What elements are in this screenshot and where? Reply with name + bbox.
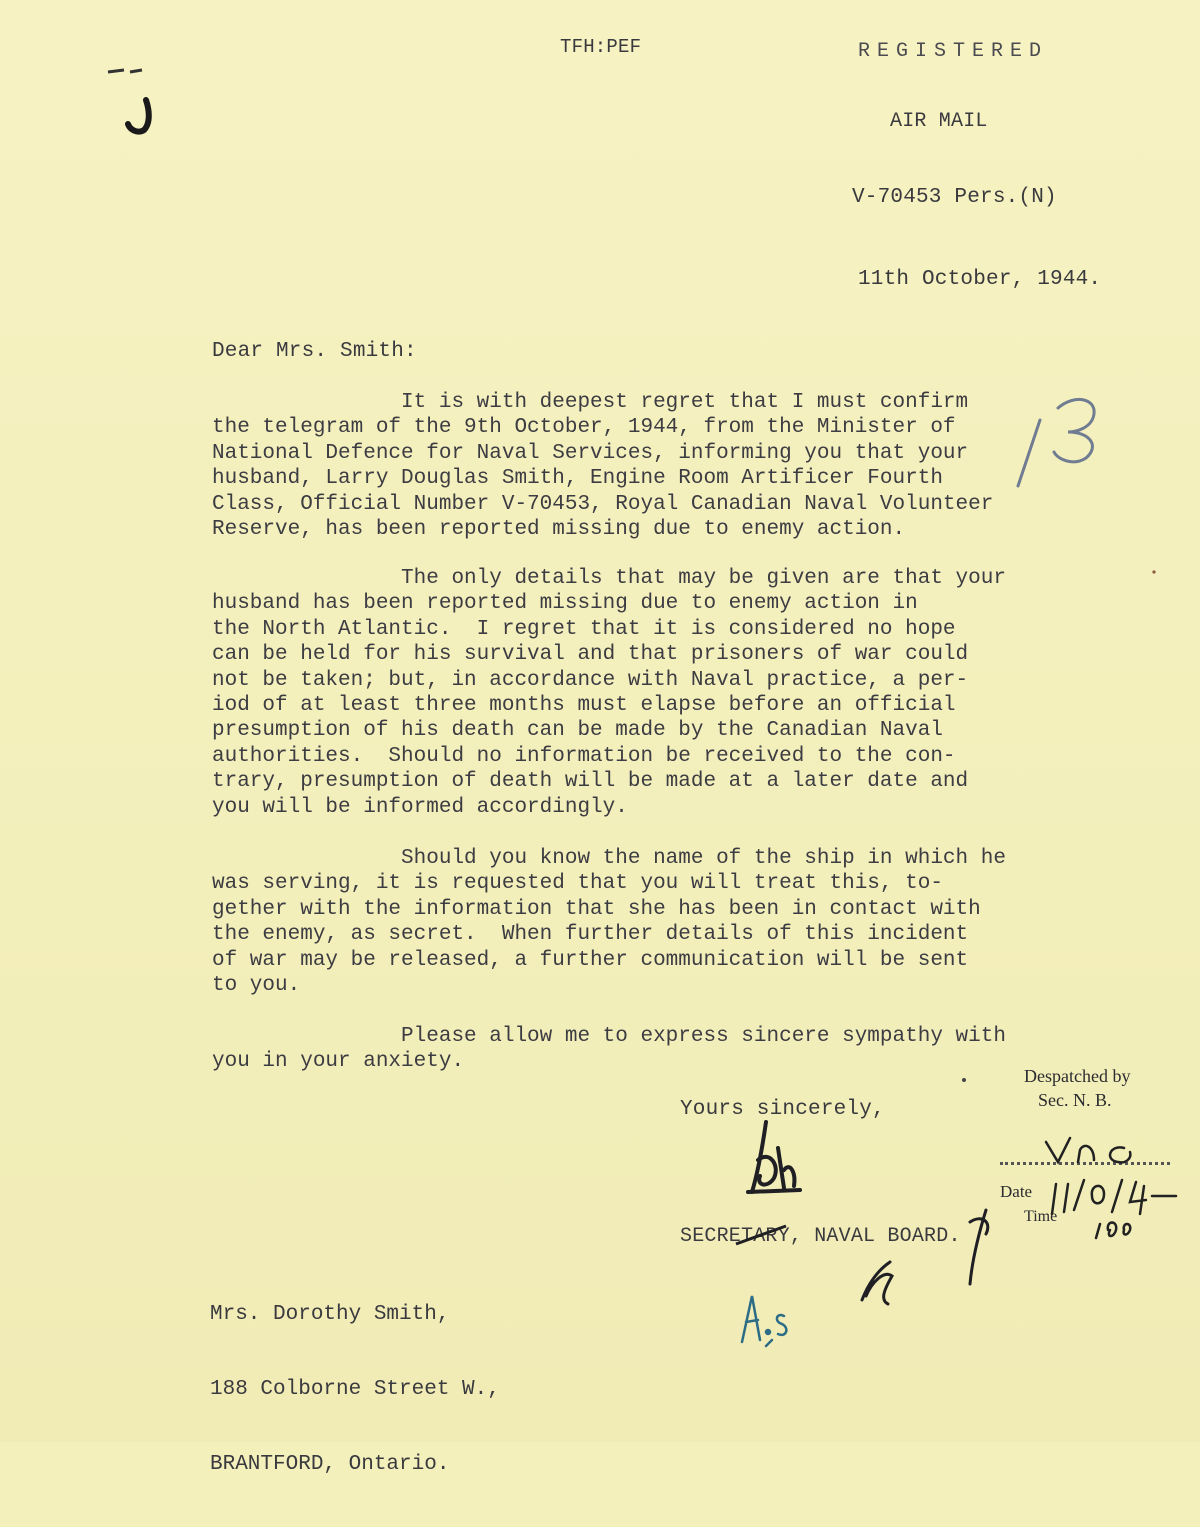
paragraph-2: The only details that may be given are that your husband has been reported missing due to enemy action in the North Atlantic. I regret that it is considered no hope can be held for his survival and that prisoners of war could not be taken; but, in accordance with Naval practice, a per- iod of at least three months must elapse before an official presumption of his death can be made by the Canadian Naval authorities. Should no information be received to the con- trary, presumption of death will be made at a later date and you will be informed accordingly. xyxy=(212,567,1006,819)
paragraph-1: It is with deepest regret that I must confirm the telegram of the 9th October, 1944, from the Minister of National Defence for Naval Services, informing you that your husband, Larry Douglas Smith, Engine Room Artificer Fourth Class, Official Number V-70453, Royal Canadian Naval Volunteer Reserve, has been reported missing due to enemy action. xyxy=(212,391,994,542)
stamp-handwriting xyxy=(1046,1138,1176,1238)
stray-dot xyxy=(962,1078,966,1082)
letter-date: 11th October, 1944. xyxy=(858,268,1102,291)
address-line-2: 188 Colborne Street W., xyxy=(210,1378,500,1401)
air-mail-label: AIR MAIL xyxy=(890,110,988,133)
salutation: Dear Mrs. Smith: xyxy=(212,340,417,363)
file-number: V-70453 Pers.(N) xyxy=(852,186,1057,209)
address-line-3: BRANTFORD, Ontario. xyxy=(210,1453,450,1476)
registered-label: REGISTERED xyxy=(858,40,1049,63)
stamp-despatched-by: Despatched by xyxy=(1024,1066,1131,1086)
initials-blue xyxy=(742,1296,786,1346)
secretary-strike xyxy=(736,1226,786,1244)
board-initial-mark xyxy=(970,1210,988,1284)
punch-hole-mark xyxy=(108,70,149,132)
stamp-office: Sec. N. B. xyxy=(1038,1090,1112,1110)
stamp-date-label: Date xyxy=(1000,1182,1033,1201)
stray-dot xyxy=(1152,570,1155,573)
page-number-handwritten xyxy=(1018,399,1094,486)
paragraph-3: Should you know the name of the ship in which he was serving, it is requested that you will treat this, to- gether with the information that she has been in contact with the enemy, as secret. When further details of this incident of war may be released, a further communication will be sent to you. xyxy=(212,847,1006,998)
signature xyxy=(748,1122,800,1192)
ink-mark xyxy=(862,1262,892,1304)
signer-title: SECRETARY, NAVAL BOARD. xyxy=(680,1225,961,1248)
paragraph-4: Please allow me to express sincere sympathy with you in your anxiety. xyxy=(212,1025,1006,1074)
address-line-1: Mrs. Dorothy Smith, xyxy=(210,1303,450,1326)
stamp-time-label: Time xyxy=(1024,1208,1058,1225)
reference-code: TFH:PEF xyxy=(560,36,642,58)
closing: Yours sincerely, xyxy=(680,1098,885,1121)
